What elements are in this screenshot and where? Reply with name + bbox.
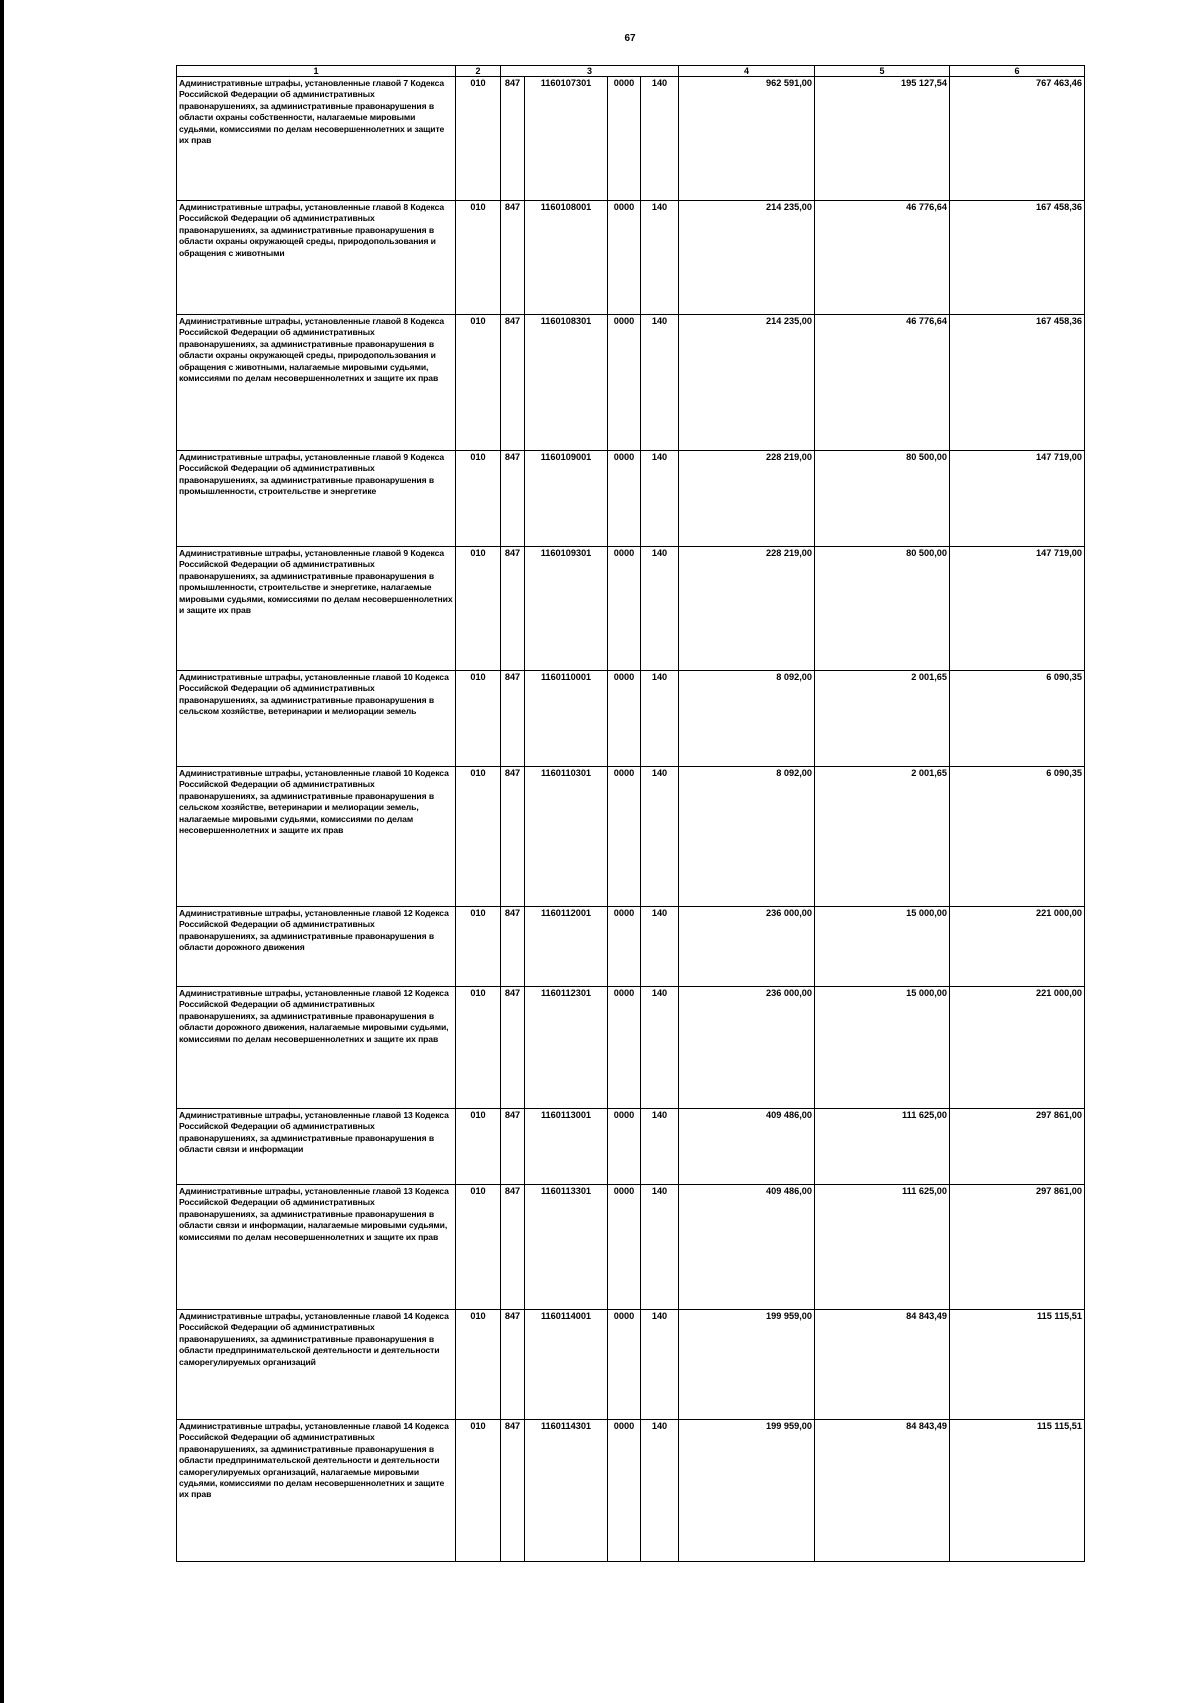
- row-code-section: 010: [456, 77, 501, 201]
- revenue-table: [176, 65, 1085, 1562]
- row-code-section: 010: [456, 315, 501, 451]
- row-code-kbk: 1160113001: [525, 1109, 608, 1185]
- row-description: Административные штрафы, установленные главой 13 Кодекса Российской Федерации об административных правонарушениях, за административные правонарушения в области связи и информации, налагаемые мировыми судьями, комиссиями по делам несовершеннолетних и защите их прав: [177, 1185, 456, 1310]
- row-code-kosgu: 140: [641, 767, 679, 907]
- row-description: Административные штрафы, установленные главой 14 Кодекса Российской Федерации об административных правонарушениях, за административные правонарушения в области предпринимательской деятельности и деятельности саморегулируемых организаций, налагаемые мировыми судьями, комиссиями по делам несовершеннолетних и защите их прав: [177, 1420, 456, 1562]
- row-code-admin: 847: [501, 201, 525, 315]
- column-header-1: 1: [177, 66, 456, 77]
- row-description: Административные штрафы, установленные главой 9 Кодекса Российской Федерации об административных правонарушениях, за административные правонарушения в промышленности, строительстве и энергетике, налагаемые мировыми судьями, комиссиями по делам несовершеннолетних и защите их прав: [177, 547, 456, 671]
- row-value-6: 147 719,00: [950, 451, 1085, 547]
- table-row: [177, 1420, 1085, 1562]
- row-value-5: 2 001,65: [815, 671, 950, 767]
- row-code-kosgu: 140: [641, 547, 679, 671]
- row-value-6: 115 115,51: [950, 1310, 1085, 1420]
- row-code-section: 010: [456, 1310, 501, 1420]
- row-code-sub: 0000: [608, 767, 641, 907]
- scan-edge: [0, 0, 4, 1703]
- row-code-admin: 847: [501, 1185, 525, 1310]
- row-code-kbk: 1160109301: [525, 547, 608, 671]
- row-code-kbk: 1160107301: [525, 77, 608, 201]
- row-value-5: 84 843,49: [815, 1420, 950, 1562]
- row-code-kosgu: 140: [641, 451, 679, 547]
- column-header-4: 4: [679, 66, 815, 77]
- row-code-kosgu: 140: [641, 987, 679, 1109]
- row-value-6: 167 458,36: [950, 315, 1085, 451]
- table-row: [177, 1109, 1085, 1185]
- table-row: [177, 671, 1085, 767]
- row-code-sub: 0000: [608, 1185, 641, 1310]
- row-code-section: 010: [456, 767, 501, 907]
- row-value-4: 214 235,00: [679, 201, 815, 315]
- row-code-admin: 847: [501, 1109, 525, 1185]
- table-row: [177, 547, 1085, 671]
- row-code-sub: 0000: [608, 987, 641, 1109]
- row-code-kbk: 1160110001: [525, 671, 608, 767]
- row-value-6: 115 115,51: [950, 1420, 1085, 1562]
- row-code-admin: 847: [501, 77, 525, 201]
- row-value-5: 2 001,65: [815, 767, 950, 907]
- row-value-6: 221 000,00: [950, 987, 1085, 1109]
- row-value-5: 15 000,00: [815, 987, 950, 1109]
- column-header-2: 2: [456, 66, 501, 77]
- row-code-sub: 0000: [608, 201, 641, 315]
- table-row: [177, 767, 1085, 907]
- row-value-5: 84 843,49: [815, 1310, 950, 1420]
- row-code-sub: 0000: [608, 671, 641, 767]
- row-code-kosgu: 140: [641, 1420, 679, 1562]
- table-row: [177, 907, 1085, 987]
- row-code-section: 010: [456, 1185, 501, 1310]
- row-description: Административные штрафы, установленные главой 14 Кодекса Российской Федерации об административных правонарушениях, за административные правонарушения в области предпринимательской деятельности и деятельности саморегулируемых организаций: [177, 1310, 456, 1420]
- row-value-6: 167 458,36: [950, 201, 1085, 315]
- row-value-4: 228 219,00: [679, 547, 815, 671]
- row-value-5: 46 776,64: [815, 315, 950, 451]
- row-code-sub: 0000: [608, 77, 641, 201]
- row-value-6: 147 719,00: [950, 547, 1085, 671]
- row-value-4: 8 092,00: [679, 767, 815, 907]
- row-value-6: 297 861,00: [950, 1185, 1085, 1310]
- row-description: Административные штрафы, установленные главой 10 Кодекса Российской Федерации об административных правонарушениях, за административные правонарушения в сельском хозяйстве, ветеринарии и мелиорации земель, налагаемые мировыми судьями, комиссиями по делам несовершеннолетних и защите их прав: [177, 767, 456, 907]
- row-code-kbk: 1160113301: [525, 1185, 608, 1310]
- row-code-kosgu: 140: [641, 315, 679, 451]
- row-code-kbk: 1160114301: [525, 1420, 608, 1562]
- table-row: [177, 1310, 1085, 1420]
- row-value-4: 228 219,00: [679, 451, 815, 547]
- row-code-sub: 0000: [608, 315, 641, 451]
- row-code-section: 010: [456, 547, 501, 671]
- row-value-5: 111 625,00: [815, 1109, 950, 1185]
- row-code-kbk: 1160108001: [525, 201, 608, 315]
- row-value-5: 80 500,00: [815, 451, 950, 547]
- row-code-kosgu: 140: [641, 907, 679, 987]
- row-code-section: 010: [456, 201, 501, 315]
- row-code-sub: 0000: [608, 907, 641, 987]
- row-value-5: 80 500,00: [815, 547, 950, 671]
- row-value-5: 15 000,00: [815, 907, 950, 987]
- row-description: Административные штрафы, установленные главой 9 Кодекса Российской Федерации об административных правонарушениях, за административные правонарушения в промышленности, строительстве и энергетике: [177, 451, 456, 547]
- row-value-4: 962 591,00: [679, 77, 815, 201]
- row-value-6: 6 090,35: [950, 671, 1085, 767]
- row-code-sub: 0000: [608, 1109, 641, 1185]
- row-code-section: 010: [456, 451, 501, 547]
- row-value-4: 236 000,00: [679, 907, 815, 987]
- table-row: [177, 987, 1085, 1109]
- row-code-kbk: 1160108301: [525, 315, 608, 451]
- table-row: [177, 201, 1085, 315]
- row-description: Административные штрафы, установленные главой 10 Кодекса Российской Федерации об административных правонарушениях, за административные правонарушения в сельском хозяйстве, ветеринарии и мелиорации земель: [177, 671, 456, 767]
- table-row: [177, 315, 1085, 451]
- table-row: [177, 77, 1085, 201]
- row-code-section: 010: [456, 671, 501, 767]
- page-number: 67: [624, 33, 636, 44]
- row-code-kbk: 1160114001: [525, 1310, 608, 1420]
- row-code-sub: 0000: [608, 1420, 641, 1562]
- row-value-6: 297 861,00: [950, 1109, 1085, 1185]
- row-code-kbk: 1160110301: [525, 767, 608, 907]
- row-code-admin: 847: [501, 315, 525, 451]
- row-description: Административные штрафы, установленные главой 8 Кодекса Российской Федерации об административных правонарушениях, за административные правонарушения в области охраны окружающей среды, природопользования и обращения с животными: [177, 201, 456, 315]
- row-code-section: 010: [456, 1109, 501, 1185]
- row-value-6: 221 000,00: [950, 907, 1085, 987]
- row-value-6: 767 463,46: [950, 77, 1085, 201]
- row-code-sub: 0000: [608, 1310, 641, 1420]
- table-row: [177, 1185, 1085, 1310]
- row-code-admin: 847: [501, 767, 525, 907]
- row-description: Административные штрафы, установленные главой 12 Кодекса Российской Федерации об административных правонарушениях, за административные правонарушения в области дорожного движения, налагаемые мировыми судьями, комиссиями по делам несовершеннолетних и защите их прав: [177, 987, 456, 1109]
- row-description: Административные штрафы, установленные главой 12 Кодекса Российской Федерации об административных правонарушениях, за административные правонарушения в области дорожного движения: [177, 907, 456, 987]
- row-value-4: 409 486,00: [679, 1109, 815, 1185]
- row-code-section: 010: [456, 1420, 501, 1562]
- table-row: [177, 451, 1085, 547]
- row-code-sub: 0000: [608, 451, 641, 547]
- row-code-kosgu: 140: [641, 671, 679, 767]
- row-code-admin: 847: [501, 547, 525, 671]
- row-code-admin: 847: [501, 671, 525, 767]
- row-code-admin: 847: [501, 1310, 525, 1420]
- row-value-5: 46 776,64: [815, 201, 950, 315]
- row-code-admin: 847: [501, 987, 525, 1109]
- column-header-3: 3: [501, 66, 679, 77]
- row-code-admin: 847: [501, 907, 525, 987]
- row-code-sub: 0000: [608, 547, 641, 671]
- row-value-4: 8 092,00: [679, 671, 815, 767]
- row-code-kosgu: 140: [641, 1310, 679, 1420]
- row-description: Административные штрафы, установленные главой 8 Кодекса Российской Федерации об административных правонарушениях, за административные правонарушения в области охраны окружающей среды, природопользования и обращения с животными, налагаемые мировыми судьями, комиссиями по делам несовершеннолетних и защите их прав: [177, 315, 456, 451]
- row-code-kbk: 1160112001: [525, 907, 608, 987]
- row-code-kosgu: 140: [641, 77, 679, 201]
- row-description: Административные штрафы, установленные главой 13 Кодекса Российской Федерации об административных правонарушениях, за административные правонарушения в области связи и информации: [177, 1109, 456, 1185]
- row-code-kosgu: 140: [641, 1109, 679, 1185]
- column-header-5: 5: [815, 66, 950, 77]
- row-description: Административные штрафы, установленные главой 7 Кодекса Российской Федерации об административных правонарушениях, за административные правонарушения в области охраны собственности, налагаемые мировыми судьями, комиссиями по делам несовершеннолетних и защите их прав: [177, 77, 456, 201]
- row-value-4: 199 959,00: [679, 1310, 815, 1420]
- column-header-6: 6: [950, 66, 1085, 77]
- row-code-admin: 847: [501, 1420, 525, 1562]
- row-value-6: 6 090,35: [950, 767, 1085, 907]
- row-value-5: 111 625,00: [815, 1185, 950, 1310]
- row-code-admin: 847: [501, 451, 525, 547]
- row-code-kosgu: 140: [641, 1185, 679, 1310]
- row-value-4: 409 486,00: [679, 1185, 815, 1310]
- row-value-5: 195 127,54: [815, 77, 950, 201]
- row-code-kosgu: 140: [641, 201, 679, 315]
- row-value-4: 214 235,00: [679, 315, 815, 451]
- row-code-section: 010: [456, 987, 501, 1109]
- row-code-section: 010: [456, 907, 501, 987]
- row-value-4: 199 959,00: [679, 1420, 815, 1562]
- row-code-kbk: 1160109001: [525, 451, 608, 547]
- row-value-4: 236 000,00: [679, 987, 815, 1109]
- column-number-row: [177, 66, 1085, 77]
- row-code-kbk: 1160112301: [525, 987, 608, 1109]
